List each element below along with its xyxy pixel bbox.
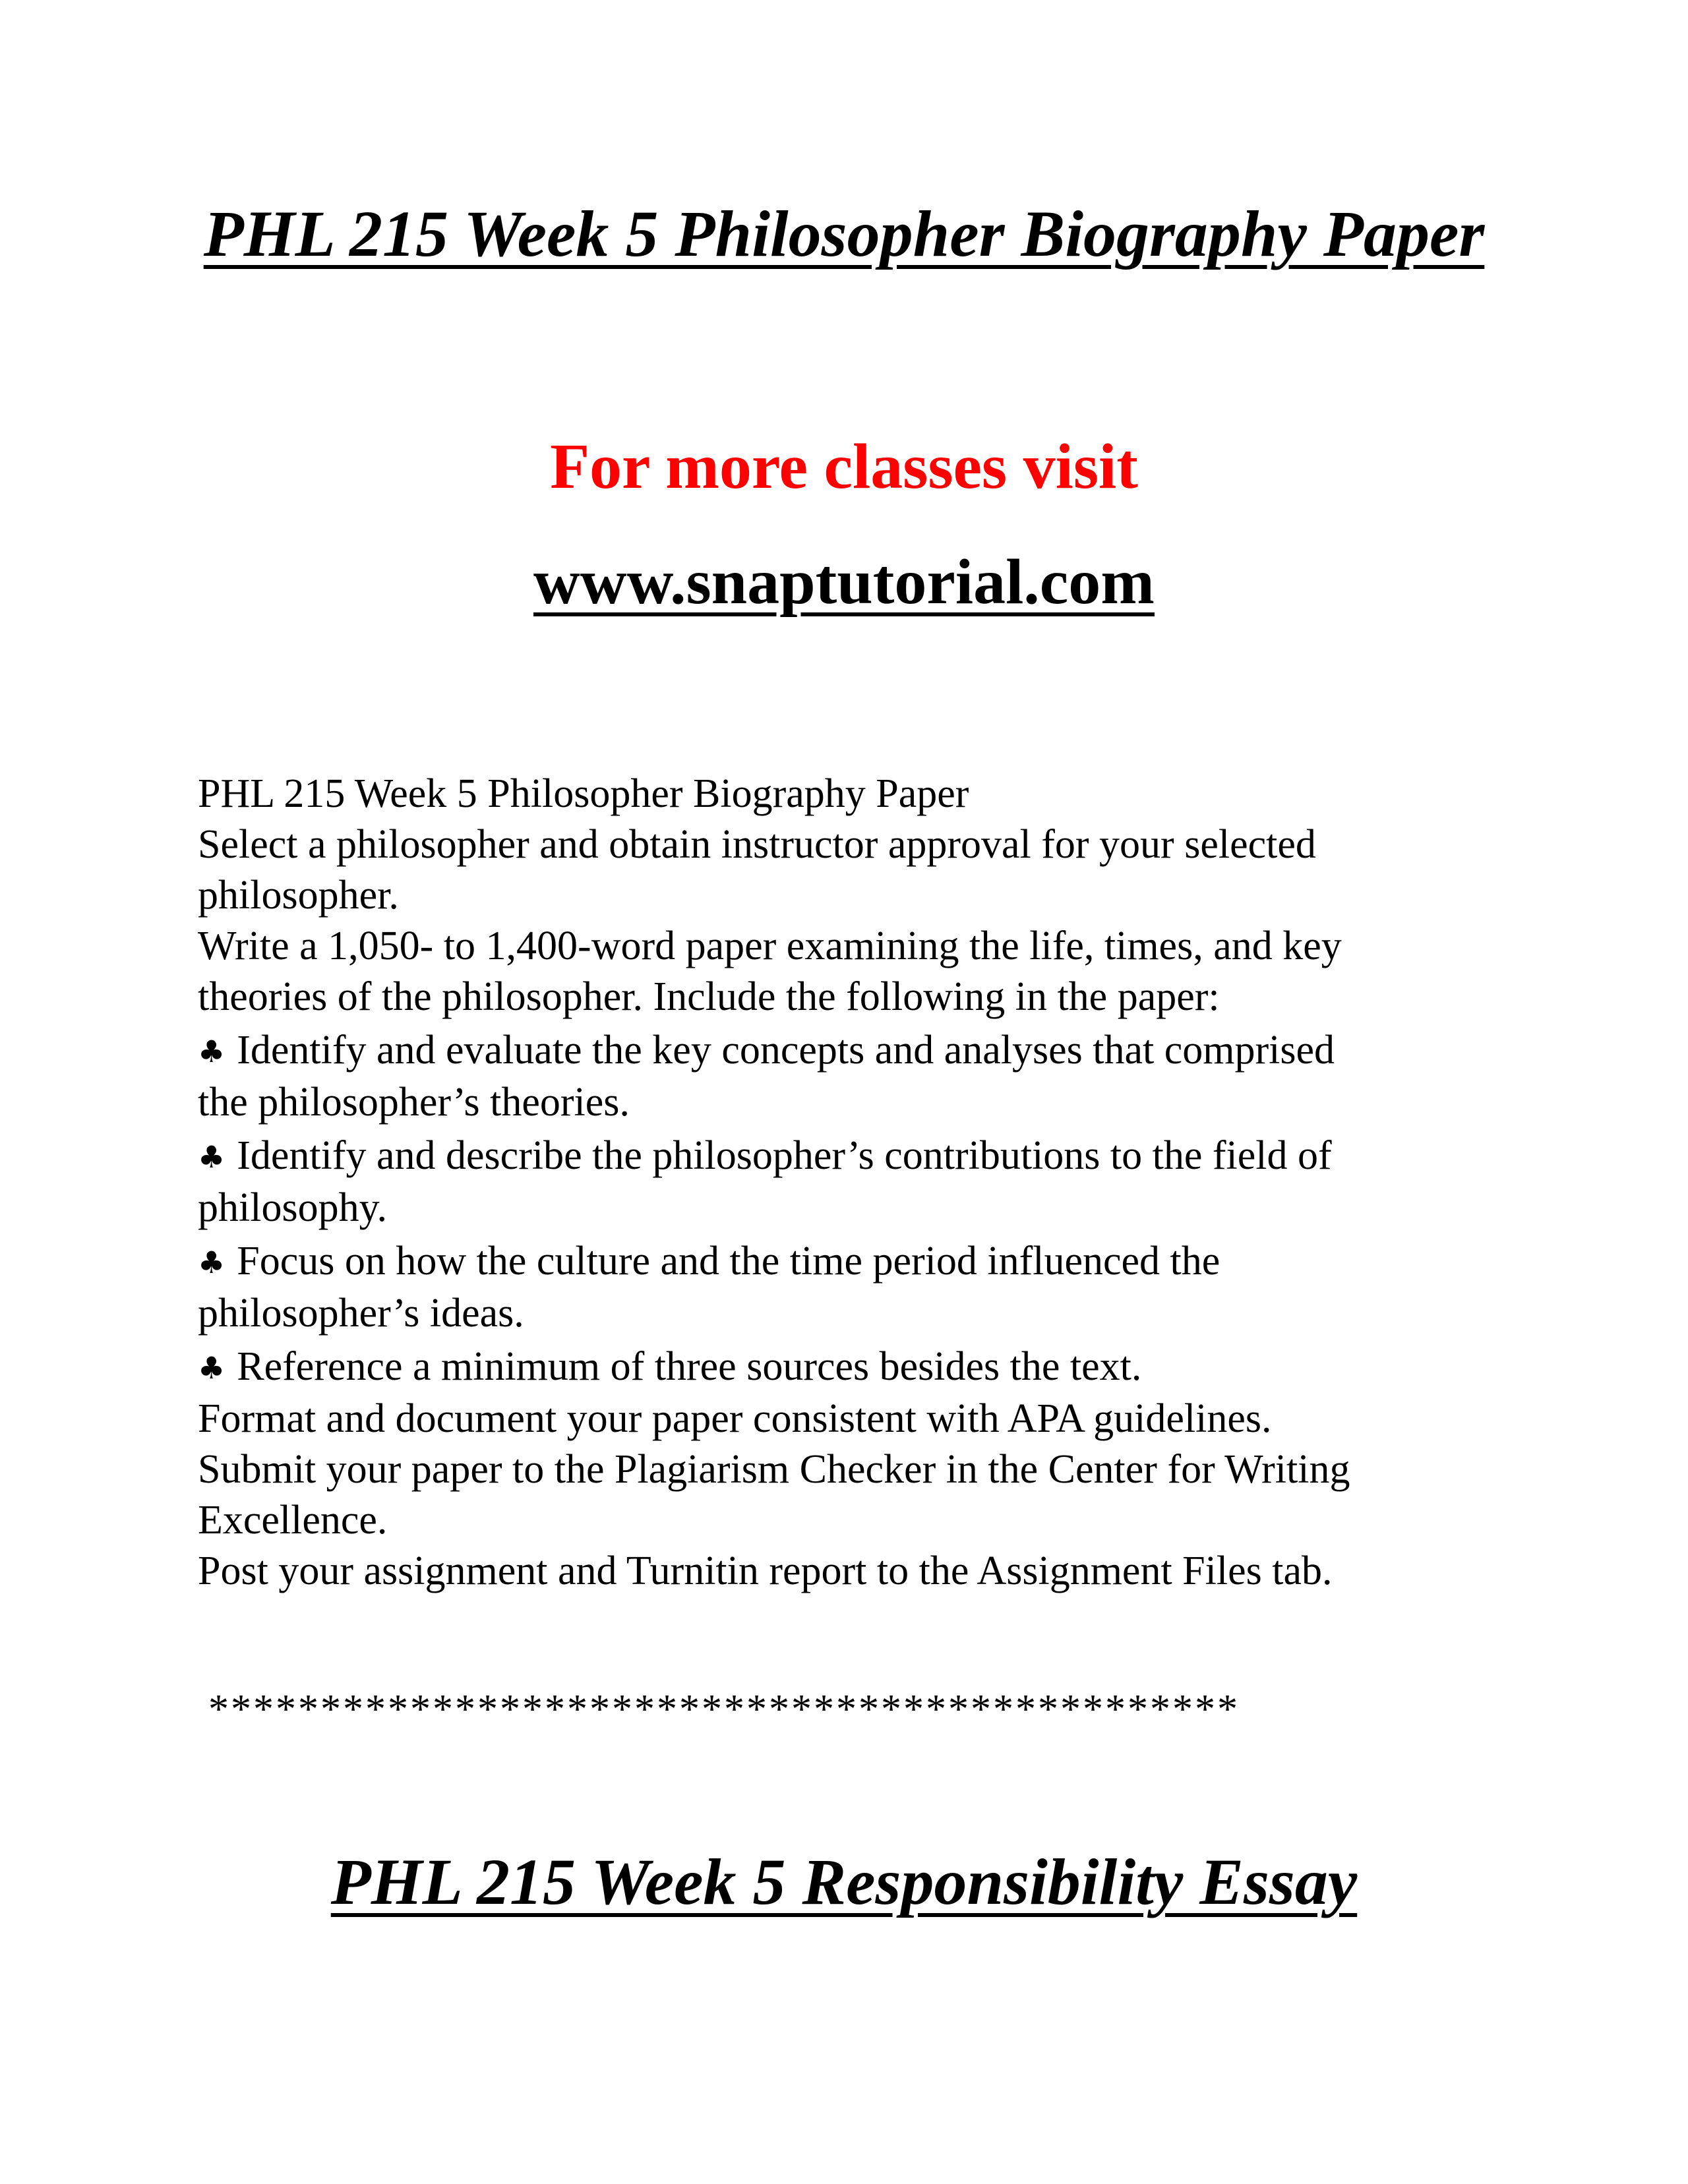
- bullet-item: [198, 1236, 1530, 1288]
- body-line: Excellence.: [198, 1498, 388, 1543]
- bullet-text: Reference a minimum of three sources besides the text.: [237, 1344, 1142, 1389]
- bullet-item: [198, 1342, 1530, 1394]
- assignment-body: [198, 769, 1530, 1597]
- bullet-continuation: philosophy.: [198, 1185, 388, 1230]
- club-suit-icon: ♣: [198, 1350, 226, 1386]
- bullet-continuation: the philosopher’s theories.: [198, 1080, 630, 1125]
- body-line: Submit your paper to the Plagiarism Checker in the Center for Writing: [198, 1447, 1350, 1492]
- body-line: Write a 1,050- to 1,400-word paper examining the life, times, and key: [198, 924, 1342, 968]
- promo-text: For more classes visit: [550, 431, 1138, 502]
- body-line: Select a philosopher and obtain instructor approval for your selected: [198, 822, 1316, 867]
- body-line: philosopher.: [198, 873, 399, 918]
- bullet-item: [198, 1025, 1530, 1077]
- bullet-text: Identify and evaluate the key concepts and analyses that comprised: [237, 1028, 1335, 1073]
- body-line: PHL 215 Week 5 Philosopher Biography Paper: [198, 771, 969, 816]
- separator-asterisks: **********************************************: [208, 1687, 1240, 1732]
- promo-link[interactable]: www.snaptutorial.com: [533, 546, 1155, 618]
- body-line: theories of the philosopher. Include the following in the paper:: [198, 974, 1220, 1019]
- club-suit-icon: ♣: [198, 1245, 226, 1280]
- body-line: Post your assignment and Turnitin report to the Assignment Files tab.: [198, 1549, 1333, 1593]
- bullet-continuation: philosopher’s ideas.: [198, 1291, 524, 1336]
- next-document-title: PHL 215 Week 5 Responsibility Essay: [330, 1845, 1358, 1918]
- bullet-item: [198, 1131, 1530, 1183]
- bullet-text: Identify and describe the philosopher’s contributions to the field of: [237, 1133, 1332, 1178]
- body-line: Format and document your paper consistent with APA guidelines.: [198, 1396, 1272, 1441]
- club-suit-icon: ♣: [198, 1139, 226, 1175]
- document-title: PHL 215 Week 5 Philosopher Biography Paper: [203, 197, 1485, 270]
- club-suit-icon: ♣: [198, 1034, 226, 1069]
- bullet-text: Focus on how the culture and the time period influenced the: [237, 1239, 1221, 1284]
